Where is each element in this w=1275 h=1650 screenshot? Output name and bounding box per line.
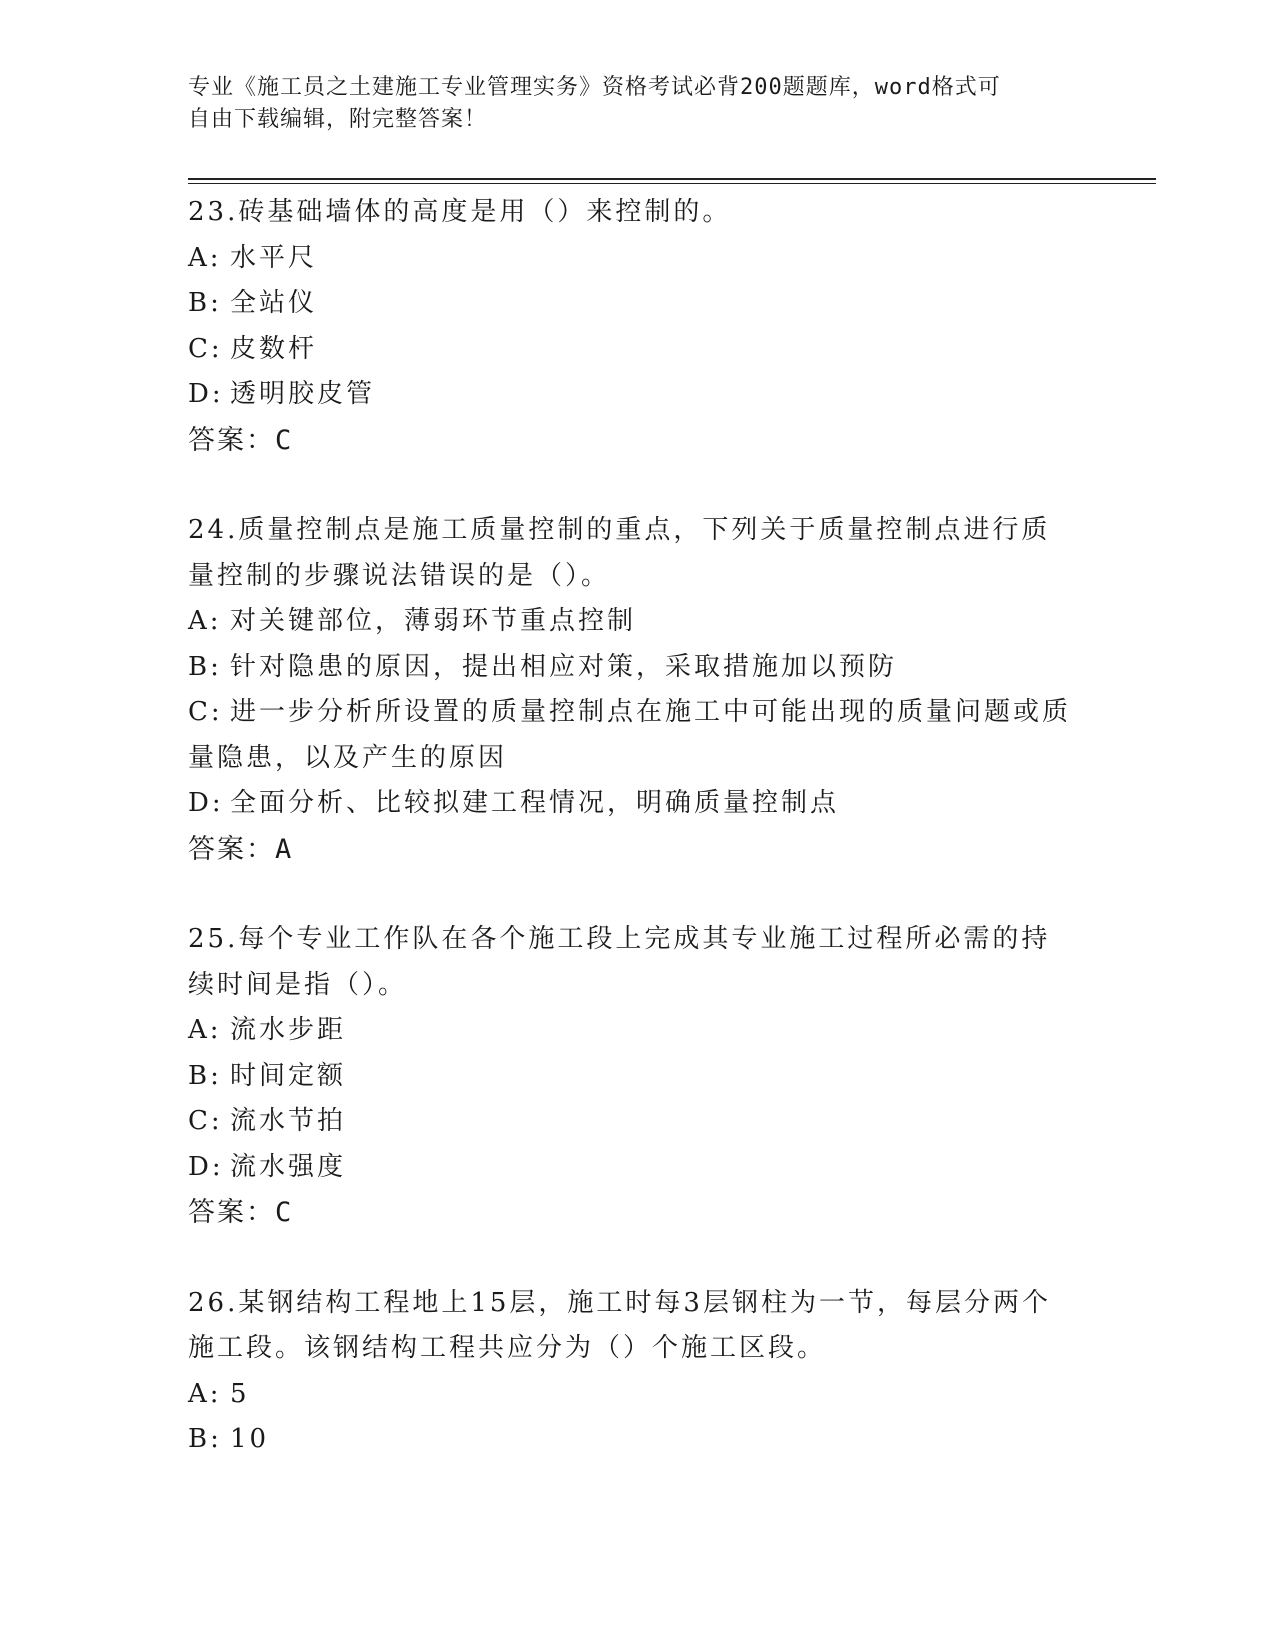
option-letter: C: (188, 697, 223, 727)
option-c (188, 1099, 1078, 1145)
option-text: 流水节拍 (230, 1106, 347, 1136)
question-list (188, 190, 1078, 1508)
option-text: 流水强度 (230, 1151, 347, 1182)
option-a (188, 1372, 1078, 1418)
option-letter: B: (188, 1424, 222, 1454)
question-text: 23.砖基础墙体的高度是用（）来控制的。 (188, 197, 732, 227)
option-letter: B: (188, 1060, 222, 1091)
option-letter: D: (188, 379, 224, 409)
option-text: 5 (230, 1378, 250, 1409)
option-text: 皮数杆 (230, 333, 318, 364)
question-text: 26.某钢结构工程地上15层，施工时每3层钢柱为一节，每层分两个施工段。该钢结构工程共应分为（）个施工区段。 (188, 1287, 1051, 1363)
option-d (188, 372, 1078, 418)
option-letter: D: (188, 1151, 224, 1182)
document-header (188, 72, 1068, 136)
option-c (188, 327, 1078, 373)
answer-value: C (275, 424, 294, 456)
option-text: 10 (230, 1424, 270, 1454)
option-text: 全面分析、比较拟建工程情况，明确质量控制点 (230, 788, 840, 818)
question-item (188, 917, 1078, 1236)
option-b (188, 281, 1078, 327)
answer-label: 答案： (188, 424, 275, 456)
option-letter: A: (188, 1015, 222, 1045)
option-letter: C: (188, 333, 223, 364)
answer-line (188, 827, 1078, 873)
option-a (188, 1008, 1078, 1054)
option-text: 对关键部位，薄弱环节重点控制 (230, 606, 637, 636)
question-item (188, 508, 1078, 872)
option-text: 全站仪 (230, 288, 318, 318)
answer-label: 答案： (188, 1197, 275, 1228)
option-letter: A: (188, 606, 222, 636)
option-letter: A: (188, 1378, 222, 1409)
option-text: 进一步分析所设置的质量控制点在施工中可能出现的质量问题或质量隐患，以及产生的原因 (188, 697, 1072, 773)
option-b (188, 645, 1078, 691)
option-letter: C: (188, 1106, 223, 1136)
option-b (188, 1054, 1078, 1100)
answer-line (188, 418, 1078, 464)
option-text: 透明胶皮管 (230, 379, 376, 409)
header-line-2: 自由下载编辑，附完整答案！ (188, 107, 488, 132)
option-b (188, 1417, 1078, 1463)
option-c (188, 690, 1078, 781)
header-divider (188, 178, 1156, 180)
option-text: 针对隐患的原因，提出相应对策，采取措施加以预防 (230, 651, 898, 682)
answer-line (188, 1190, 1078, 1236)
option-text: 时间定额 (230, 1060, 347, 1091)
question-text: 25.每个专业工作队在各个施工段上完成其专业施工过程所必需的持续时间是指（）。 (188, 924, 1051, 1000)
option-a (188, 599, 1078, 645)
option-d (188, 1145, 1078, 1191)
question-item (188, 190, 1078, 463)
header-divider-thin (188, 183, 1156, 184)
option-letter: B: (188, 651, 222, 682)
question-item (188, 1281, 1078, 1463)
header-line-1: 专业《施工员之土建施工专业管理实务》资格考试必背200题题库，word格式可 (188, 75, 1001, 100)
option-d (188, 781, 1078, 827)
question-text: 24.质量控制点是施工质量控制的重点，下列关于质量控制点进行质量控制的步骤说法错误的是（）。 (188, 515, 1051, 591)
option-text: 水平尺 (230, 242, 318, 273)
option-a (188, 236, 1078, 282)
option-text: 流水步距 (230, 1015, 347, 1045)
answer-label: 答案： (188, 833, 275, 865)
answer-value: C (275, 1197, 294, 1228)
option-letter: D: (188, 788, 224, 818)
option-letter: B: (188, 288, 222, 318)
option-letter: A: (188, 242, 222, 273)
answer-value: A (275, 833, 294, 865)
